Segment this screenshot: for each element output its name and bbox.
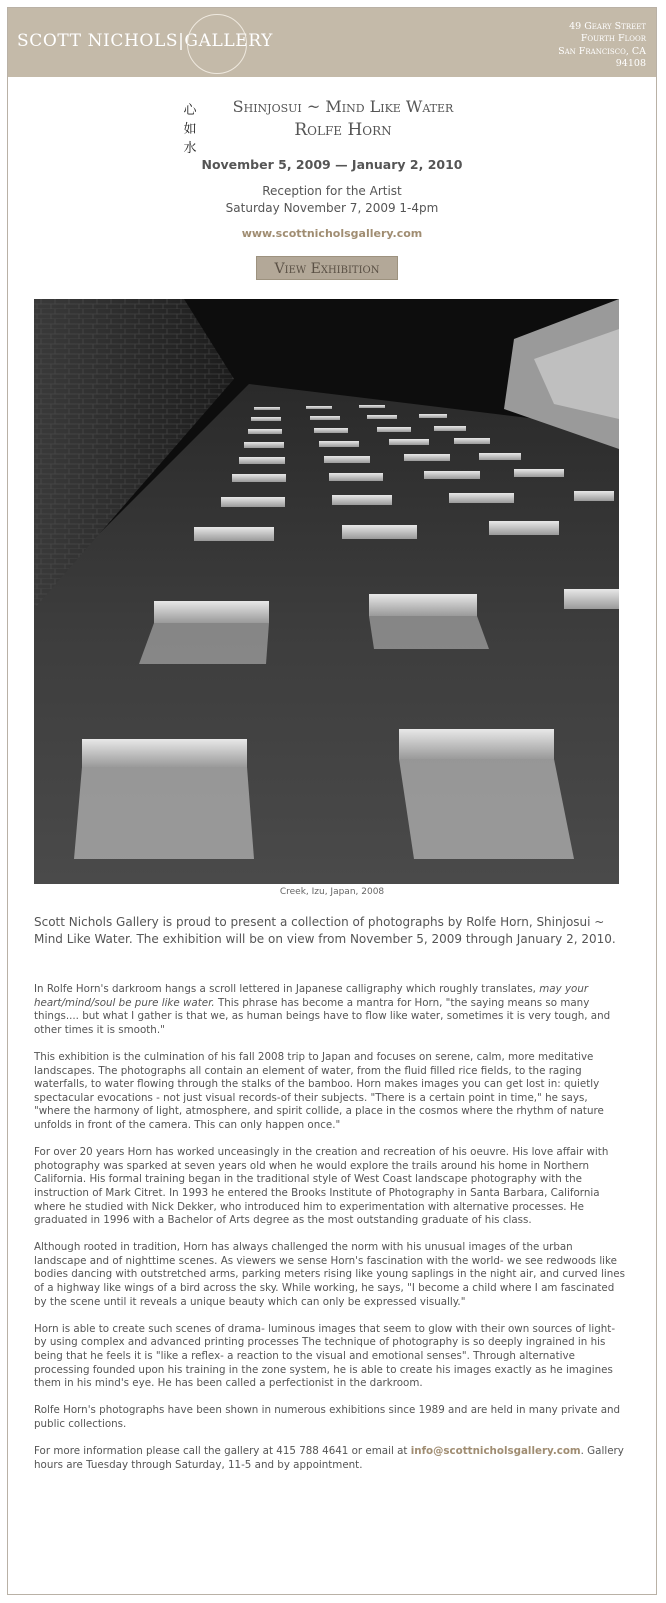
address-line: 49 Geary Street [569, 21, 646, 32]
view-exhibition-button[interactable]: View Exhibition [256, 256, 398, 280]
creek-photo-image [34, 299, 619, 884]
paragraph [34, 1445, 626, 1472]
gallery-address [558, 21, 646, 70]
kanji-char: 如 [183, 122, 197, 137]
address-line: San Francisco, CA [558, 45, 646, 57]
exhibition-dates: November 5, 2009 — January 2, 2010 [201, 157, 463, 172]
paragraph: Although rooted in tradition, Horn has always challenged the norm with his unusual images of the urban landscape and of nighttime scenes. As viewers we sense Horn's fascination with the world- we see redwoods like bodies dancing with outstretched arms, parking meters rising like young saplings in the night air, and curved lines of a highway like wings of a bird across the sky. While working, he says, "I become a child where I am fascinated by the scene until it reveals a unique beauty which can only be expressed visually." [34, 1241, 625, 1308]
exhibition-title: Shinjosui ~ Mind Like Water [232, 97, 454, 116]
gallery-logo[interactable]: SCOTT NICHOLS|GALLERY [17, 31, 273, 51]
article-body [34, 983, 626, 1486]
email-link[interactable]: info@scottnicholsgallery.com [410, 1445, 581, 1458]
paragraph-text: In Rolfe Horn's darkroom hangs a scroll lettered in Japanese calligraphy which roughly translates, [34, 983, 540, 995]
kanji-char: 心 [183, 103, 197, 118]
reception-line: Reception for the Artist [262, 184, 402, 198]
paragraph: Rolfe Horn's photographs have been shown in numerous exhibitions since 1989 and are held in many private and public collections. [34, 1404, 621, 1430]
paragraph: This exhibition is the culmination of his fall 2008 trip to Japan and focuses on serene, calm, more meditative landscapes. The photographs all contain an element of water, from the fluid filled rice fields, to the raging waterfalls, to water flowing through the stalks of the bamboo. Horn makes images you can get lost in: quietly spectacular evocations - not just visual records-of their subjects. "There is a certain point in time," he says, "where the harmony of light, atmosphere, and spirit collide, a place in the cosmos where the rhythm of nature unfolds in front of the camera. This can only happen once." [34, 1050, 604, 1131]
italic-quote: may your heart/mind/soul be pure like water. [34, 983, 589, 1009]
paragraph [34, 983, 626, 1037]
paragraph: Horn is able to create such scenes of drama- luminous images that seem to glow with their own sources of light- by using complex and advanced printing processes The technique of photography is so deeply ingrained in his being that he feels it is "like a reflex- a reaction to the visual and emotional senses". Through alternative processing founded upon his training in the zone system, he is able to create his images exactly as he imagines them in his mind's eye. He has been called a perfectionist in the darkroom. [34, 1322, 616, 1390]
exhibition-photo[interactable] [34, 299, 619, 884]
reception-line: Saturday November 7, 2009 1-4pm [225, 201, 439, 215]
address-line: Fourth Floor [580, 33, 646, 45]
paragraph-text: . Gallery hours are Tuesday through Saturday, 11-5 and by appointment. [34, 1445, 624, 1471]
paragraph-text: This phrase has become a mantra for Horn, "the saying means so many things.... but what I gather is that we, as human beings have to flow like water, sometimes it is very tough, and other times it is smooth." [34, 996, 611, 1036]
newsletter-frame [7, 7, 657, 1595]
paragraph-text: For more information please call the gallery at 415 788 4641 or email at [34, 1445, 411, 1458]
kanji-char: 水 [183, 141, 197, 156]
reception-info [8, 183, 656, 217]
gallery-header [8, 8, 656, 77]
paragraph: For over 20 years Horn has worked unceasingly in the creation and recreation of his oeuvre. His love affair with photography was sparked at seven years old when he would explore the trails around his home in Northern California. His formal training began in the traditional style of West Coast landscape photography with the instruction of Mark Citret. In 1993 he entered the Brooks Institute of Photography in Santa Barbara, California where he studied with Nick Dekker, who introduced him to experimentation with alternative processes. He graduated in 1996 with a Bachelor of Arts degree as the most outstanding graduate of his class. [34, 1146, 609, 1227]
website-link[interactable]: www.scottnicholsgallery.com [241, 227, 423, 240]
photo-caption: Creek, Izu, Japan, 2008 [279, 887, 385, 897]
intro-paragraph: Scott Nichols Gallery is proud to present a collection of photographs by Rolfe Horn, Shinjosui ~ Mind Like Water. The exhibition will be on view from November 5, 2009 through January 2, 2010. [34, 915, 616, 946]
artist-name: Rolfe Horn [294, 120, 392, 140]
address-line: 94108 [615, 57, 646, 69]
logo-circle-icon [187, 14, 247, 74]
